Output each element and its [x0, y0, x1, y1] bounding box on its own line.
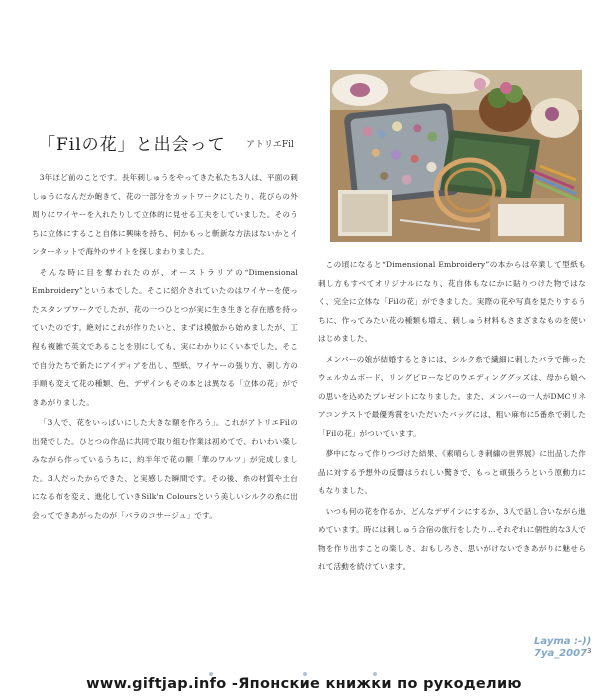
paragraph: メンバーの娘が結婚するときには、シルク糸で繊細に刺したバラで飾ったウェルカムボード、リングピローなどのウエディンググッズは、母から娘への思いを込めたプレゼントになりました。また、メンバーの一人がDMCリネアコンテストで最優秀賞をいただいたバッグには、粗い麻布に5番糸で刺した「Filの花」がついています。 — [318, 354, 586, 438]
paragraph: 3年ほど前のことです。長年刺しゅうをやってきた私たち3人は、平面の刺しゅうになんだか飽きて、花の一部分をカットワークにしたり、花びらの外周りにワイヤーを入れたりして立体的に見せる工夫をしていました。そのうちに立体にすること自体に興味を持ち、何かもっと斬新な方法はないかとインターネットで海外のサイトを探しまわりました。 — [32, 173, 298, 257]
paragraph: いつも何の花を作るか、どんなデザインにするか、3人で話し合いながら進めています。時には刺しゅう合宿の旅行をしたり…それぞれに個性的な3人で物を作り出すことの楽しさ、おもしろさ、思いがけないできあがりに魅せられて活動を続けています。 — [318, 506, 586, 572]
signature-line: 7ya_2007 — [534, 648, 588, 659]
page-number: 3 — [587, 647, 592, 655]
article-title: 「Filの花」と出会って — [38, 135, 226, 155]
embroidery-photo — [330, 70, 582, 242]
article-right-column — [318, 256, 586, 578]
paragraph: この頃になると“Dimensional Embroidery”の本からは卒業して型紙も刺し方もすべてオリジナルになり、花自体もなにかに貼りつけた物ではなく、完全に立体な「Filの花」ができました。実際の花や写真を見たりするうちに、作ってみたい花の種類も増え、刺しゅう材料もさまざまなものを使いはじめました。 — [318, 260, 586, 344]
paragraph: そんな時に目を奪われたのが、オーストラリアの“Dimensional Embroidery”という本でした。そこに紹介されていたのはワイヤーを使ったスタンプワークでしたが、花の一つひとつが実に生き生きと存在感を持っていたのです。絶対にこれが作りたいと、まずは模倣から始めましたが、工程も複雑で英文であることを別にしても、実にわかりにくい本でした。そこで自分たちで新たにアイディアを出し、型紙、ワイヤーの張り方、刺し方の手順も変えて花の種類、色、デザインもその本とは異なる「立体の花」ができあがりました。 — [32, 267, 298, 407]
signature-line: Layma :-)) — [534, 636, 592, 647]
paragraph: 「3人で、花をいっぱいにした大きな額を作ろう」。これがアトリエFilの出発でした。ひとつの作品に共同で取り組む作業は初めてで、わいわい楽しみながら作っているうちに、約半年で花の額「華のワルツ」が完成しました。3人だったからできた、と実感した瞬間です。その後、糸の材質や土台になる布を変え、進化していきSilk'n Coloursという美しいシルクの糸に出会ってできあがったのが「バラのコサージュ」です。 — [32, 417, 298, 520]
footer-watermark: www.giftjap.info -Японские книжки по рукоделию — [86, 676, 522, 692]
paragraph: 夢中になって作りつづけた結果、《素晴らしき刺繍の世界展》に出品した作品に対する予想外の反響はうれしい驚きで、もっと頑張ろうという原動力にもなりました。 — [318, 449, 586, 496]
article-left-column — [32, 169, 298, 527]
watermark-signature — [534, 636, 591, 660]
author-name: アトリエFil — [246, 140, 294, 150]
